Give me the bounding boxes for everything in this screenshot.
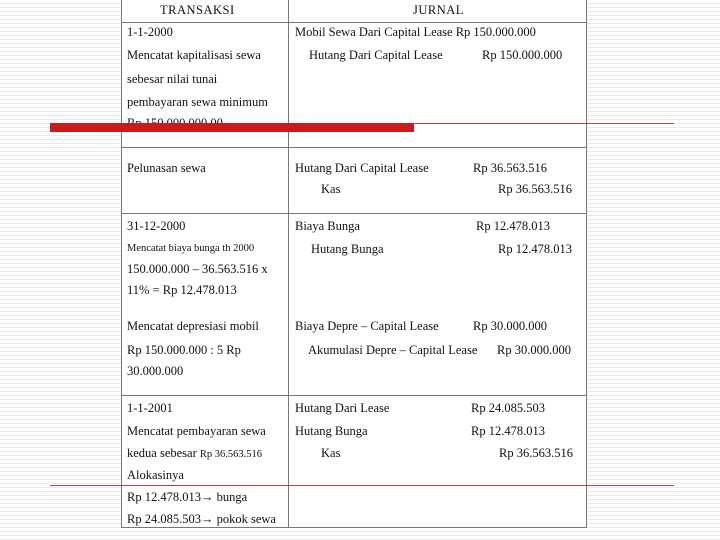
r5-principal-amount: Rp 24.085.503	[127, 512, 201, 526]
arrow-right-icon: →	[200, 512, 214, 526]
r2-journal-credit-amount: Rp 36.563.516	[498, 182, 572, 196]
r5-journal-credit-account: Kas	[321, 446, 341, 460]
r4-journal-credit-account: Akumulasi Depre – Capital Lease	[308, 343, 478, 357]
r3-journal-credit-amount: Rp 12.478.013	[498, 242, 572, 256]
r5-journal-debit2-account: Hutang Bunga	[295, 424, 368, 438]
r5-journal-debit1-amount: Rp 24.085.503	[471, 401, 545, 415]
header-transaksi: TRANSAKSI	[160, 3, 235, 17]
r3-journal-debit-account: Biaya Bunga	[295, 219, 360, 233]
header-jurnal: JURNAL	[413, 3, 464, 17]
r1-journal-debit: Mobil Sewa Dari Capital Lease Rp 150.000.000	[295, 25, 536, 39]
r5-desc-3: Alokasinya	[127, 468, 184, 482]
r4-journal-credit-amount: Rp 30.000.000	[497, 343, 571, 357]
r1-desc-2: sebesar nilai tunai	[127, 72, 218, 86]
r3-desc-3: 11% = Rp 12.478.013	[127, 283, 237, 297]
r5-desc-2-text: kedua sebesar	[127, 446, 200, 460]
r3-desc-2: 150.000.000 – 36.563.516 x	[127, 262, 268, 276]
r5-desc-2	[127, 446, 262, 462]
r3-journal-debit-amount: Rp 12.478.013	[476, 219, 550, 233]
r4-journal-debit-account: Biaya Depre – Capital Lease	[295, 319, 439, 333]
r4-journal-debit-amount: Rp 30.000.000	[473, 319, 547, 333]
r5-desc-1: Mencatat pembayaran sewa	[127, 424, 266, 438]
table-column-divider	[288, 0, 289, 528]
r1-desc-1: Mencatat kapitalisasi sewa	[127, 48, 261, 62]
r2-desc: Pelunasan sewa	[127, 161, 206, 175]
r1-date: 1-1-2000	[127, 25, 173, 39]
arrow-right-icon: →	[200, 490, 214, 504]
r3-date: 31-12-2000	[127, 219, 186, 233]
r3-journal-credit-account: Hutang Bunga	[311, 242, 384, 256]
r5-desc-4	[127, 490, 247, 504]
r4-desc-3: 30.000.000	[127, 364, 184, 378]
r5-interest-amount: Rp 12.478.013	[127, 490, 201, 504]
r4-desc-2: Rp 150.000.000 : 5 Rp	[127, 343, 241, 357]
r5-journal-debit2-amount: Rp 12.478.013	[471, 424, 545, 438]
r2-journal-debit-account: Hutang Dari Capital Lease	[295, 161, 429, 175]
r2-journal-debit-amount: Rp 36.563.516	[473, 161, 547, 175]
r1-journal-credit-account: Hutang Dari Capital Lease	[309, 48, 443, 62]
r5-journal-debit1-account: Hutang Dari Lease	[295, 401, 390, 415]
r2-journal-credit-account: Kas	[321, 182, 341, 196]
r5-principal-label: pokok sewa	[213, 512, 276, 526]
row-divider	[121, 395, 587, 396]
red-accent-line-bottom	[50, 485, 674, 486]
r5-journal-credit-amount: Rp 36.563.516	[499, 446, 573, 460]
table-border-right	[586, 0, 587, 528]
red-accent-bar	[50, 123, 414, 132]
red-accent-line	[414, 123, 674, 124]
table-border-left	[121, 0, 122, 528]
r1-desc-3: pembayaran sewa minimum	[127, 95, 268, 109]
r5-date: 1-1-2001	[127, 401, 173, 415]
r5-desc-2-amount: Rp 36.563.516	[199, 449, 263, 460]
row-divider	[121, 213, 587, 214]
r5-desc-5	[127, 512, 276, 526]
r5-interest-label: bunga	[213, 490, 248, 504]
header-divider	[121, 22, 587, 23]
row-divider	[121, 147, 587, 148]
r4-desc-1: Mencatat depresiasi mobil	[127, 319, 259, 333]
r3-desc-1: Mencatat biaya bunga th 2000	[127, 243, 255, 254]
table-border-bottom	[121, 527, 587, 528]
r1-journal-credit-amount: Rp 150.000.000	[482, 48, 563, 62]
